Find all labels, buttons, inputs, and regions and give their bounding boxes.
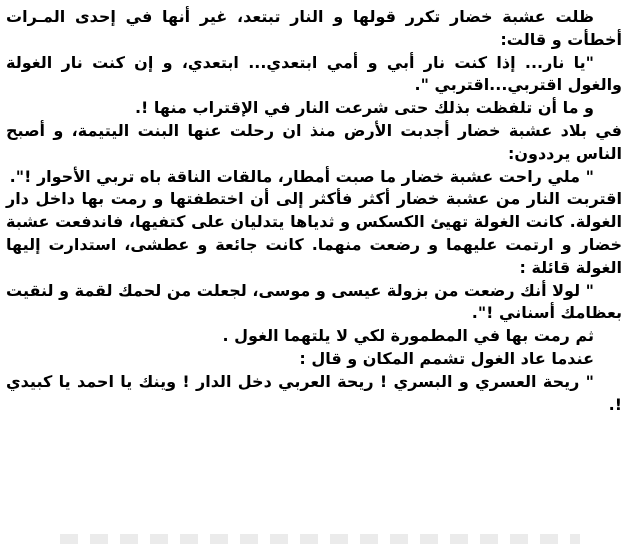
paragraph: " ريحة العسري و البسري ! ريحة العربي دخل الدار ! وينك يا احمد يا كبيدي !. xyxy=(6,371,622,414)
story-text xyxy=(6,6,622,416)
paragraph: ظلت عشبة خضار تكرر قولها و النار تبتعد، غير أنها في إحدى المـرات أخطأت و قالت: xyxy=(6,7,622,49)
paragraph: ثم رمت بها في المطمورة لكي لا يلتهما الغول . xyxy=(222,326,594,346)
paragraph: عندما عاد الغول تشمم المكان و قال : xyxy=(299,348,594,368)
paragraph: و ما أن تلفظت بذلك حتى شرعت النار في الإقتراب منها !. xyxy=(134,98,594,118)
paragraph: " ملي راحت عشبة خضار ما صبت أمطار، مالقات الناقة باه تربي الأحوار !". xyxy=(9,166,594,186)
paragraph: "يا نار... إذا كنت نار أبي و أمي ابتعدي... ابتعدي، و إن كنت نار الغولة والغول اقتربي...اقتربي ". xyxy=(6,52,622,95)
paragraph: في بلاد عشبة خضار أجدبت الأرض منذ ان رحلت عنها البنت اليتيمة، و أصبح الناس يرددون: xyxy=(6,120,622,163)
paragraph: اقتربت النار من عشبة خضار أكثر فأكثر إلى أن اختطفتها و رمت بها داخل دار الغولة. كانت الغولة تهيئ الكسكس و ثدياها يتدليان على كتفيها، فاندفعت عشبة خضار و ارتمت عليهما و رضعت منهما. كانت جائعة و عطشى، استدارت إليها الغولة قائلة : xyxy=(6,189,622,277)
paragraph: " لولا أنك رضعت من بزولة عيسى و موسى، لجعلت من لحمك لقمة و لنقيت بعظامك أسناني !". xyxy=(6,280,622,323)
faint-bleed-through-line xyxy=(60,534,580,544)
